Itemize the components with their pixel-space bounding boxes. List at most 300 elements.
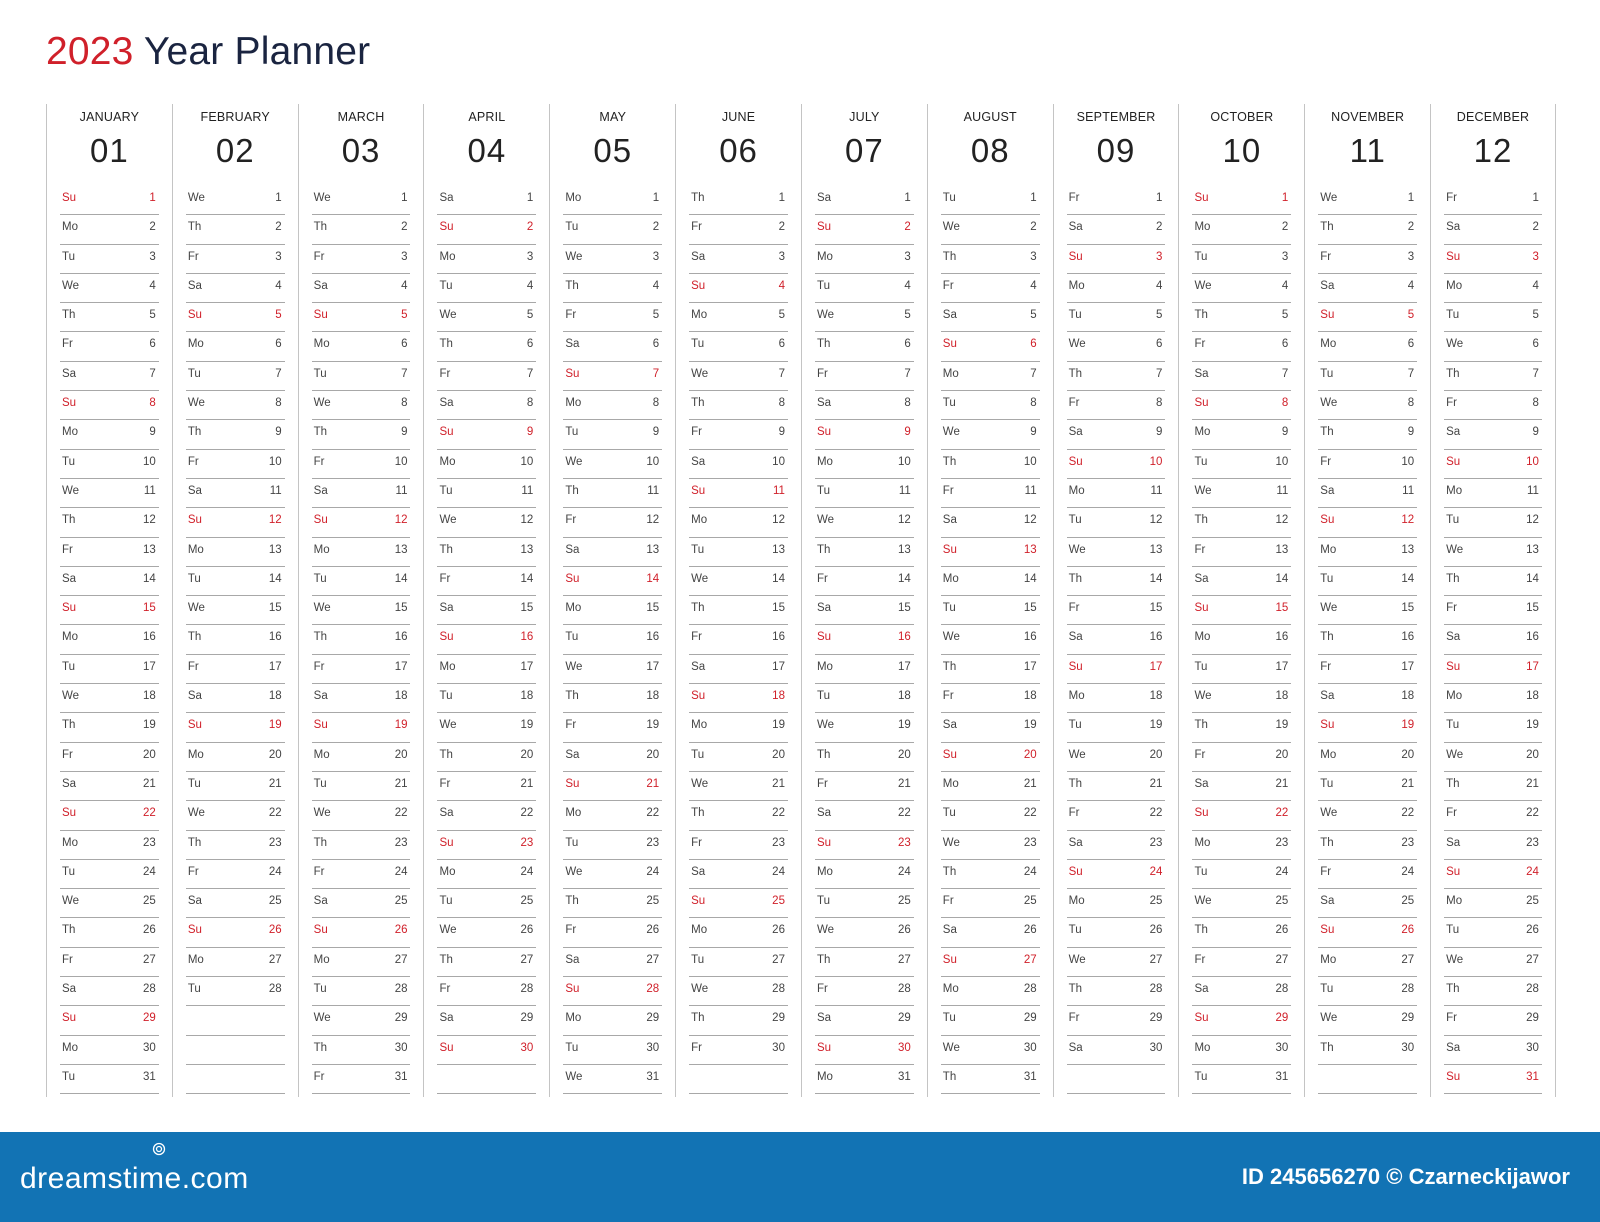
weekday-label: We: [1068, 543, 1086, 556]
day-row: [312, 801, 411, 830]
day-row: [689, 479, 788, 508]
weekday-label: Su: [439, 631, 454, 644]
weekday-label: Fr: [1068, 397, 1080, 410]
title-year: 2023: [46, 30, 134, 73]
day-row: [689, 684, 788, 713]
weekday-label: Mo: [187, 543, 204, 556]
day-row: [60, 215, 159, 244]
day-number: 25: [898, 895, 911, 908]
weekday-label: Su: [691, 690, 706, 703]
weekday-label: Th: [62, 309, 76, 322]
weekday-label: Sa: [1320, 895, 1335, 908]
weekday-label: Tu: [565, 836, 579, 849]
day-number: 12: [143, 514, 156, 527]
day-number: 29: [1023, 1012, 1037, 1025]
day-number: 26: [143, 924, 156, 937]
day-number: 15: [1401, 602, 1415, 615]
weekday-label: Su: [1320, 924, 1335, 937]
day-row: [563, 772, 662, 801]
day-row: [186, 684, 285, 713]
weekday-label: Mo: [816, 1070, 833, 1083]
day-row: [1318, 479, 1417, 508]
day-row: [1444, 567, 1542, 596]
day-number: 14: [143, 572, 156, 585]
day-number: 7: [149, 367, 156, 380]
weekday-label: Fr: [62, 338, 73, 351]
day-row: [689, 801, 788, 830]
weekday-label: Sa: [439, 397, 454, 410]
weekday-label: Fr: [816, 572, 828, 585]
day-row: [1192, 801, 1291, 830]
day-number: 25: [772, 895, 785, 908]
day-row: [941, 538, 1040, 567]
day-row: [689, 245, 788, 274]
weekday-label: We: [1068, 748, 1086, 761]
day-number: 21: [143, 777, 156, 790]
day-number: 1: [526, 192, 534, 204]
day-number: 19: [1401, 719, 1415, 732]
month-number: 01: [90, 132, 129, 169]
day-row: [563, 831, 662, 860]
day-number: 6: [1407, 338, 1415, 351]
weekday-label: Su: [942, 338, 957, 351]
weekday-label: Sa: [1194, 572, 1209, 585]
day-row: [1318, 625, 1417, 654]
day-number: 27: [1401, 953, 1415, 966]
weekday-label: Su: [62, 192, 77, 204]
day-number: 10: [143, 455, 156, 468]
day-row: [1318, 245, 1417, 274]
day-row: [1318, 538, 1417, 567]
day-number: 9: [1532, 426, 1539, 439]
day-number: 6: [1030, 338, 1037, 351]
day-row: [60, 948, 159, 977]
day-row: [60, 596, 159, 625]
day-number: 20: [772, 748, 785, 761]
day-number: 8: [149, 397, 156, 410]
day-list: [1444, 186, 1542, 1094]
day-number: 31: [143, 1070, 156, 1083]
day-row: [1192, 1065, 1291, 1094]
day-number: 12: [772, 514, 785, 527]
day-number: 14: [646, 572, 660, 585]
weekday-label: Su: [62, 397, 77, 410]
day-row: [689, 713, 788, 742]
weekday-label: Fr: [1446, 807, 1457, 820]
day-number: 4: [1156, 279, 1163, 292]
day-number: 26: [268, 924, 282, 937]
day-row: [1192, 772, 1291, 801]
weekday-label: Su: [439, 1041, 454, 1054]
weekday-label: Sa: [942, 514, 957, 527]
day-row: [815, 889, 914, 918]
day-row: [815, 596, 914, 625]
weekday-label: Mo: [942, 777, 959, 790]
day-number: 3: [401, 250, 408, 263]
day-row: [1318, 215, 1417, 244]
empty-day-row: [437, 1065, 536, 1094]
day-row: [689, 450, 788, 479]
weekday-label: Tu: [816, 279, 830, 292]
day-number: 18: [1023, 690, 1037, 703]
weekday-label: Mo: [1320, 953, 1337, 966]
day-number: 19: [1149, 719, 1163, 732]
day-number: 4: [526, 279, 534, 292]
day-number: 5: [401, 309, 408, 322]
weekday-label: Sa: [1068, 836, 1083, 849]
weekday-label: We: [1320, 397, 1338, 410]
month-name: NOVEMBER: [1331, 110, 1405, 124]
weekday-label: Fr: [313, 250, 325, 263]
day-row: [1067, 918, 1166, 947]
weekday-label: Mo: [942, 983, 959, 996]
weekday-label: Mo: [816, 865, 833, 878]
day-row: [186, 420, 285, 449]
brand-name: dreamstime.com: [20, 1162, 249, 1195]
day-number: 19: [268, 719, 282, 732]
day-row: [437, 713, 536, 742]
weekday-label: Th: [1320, 836, 1334, 849]
day-row: [815, 1065, 914, 1094]
day-row: [437, 391, 536, 420]
weekday-label: Su: [439, 221, 454, 234]
day-number: 7: [1281, 367, 1289, 380]
day-row: [941, 918, 1040, 947]
day-number: 27: [772, 953, 785, 966]
day-row: [1444, 743, 1542, 772]
weekday-label: Su: [1068, 250, 1083, 263]
day-number: 12: [1401, 514, 1415, 527]
empty-day-row: [186, 1065, 285, 1094]
day-row: [815, 450, 914, 479]
weekday-label: Th: [942, 250, 957, 263]
day-row: [815, 918, 914, 947]
day-number: 18: [1526, 690, 1539, 703]
day-number: 9: [778, 426, 785, 439]
day-row: [1067, 567, 1166, 596]
weekday-label: Sa: [1320, 484, 1335, 497]
day-row: [60, 684, 159, 713]
weekday-label: Sa: [1446, 221, 1461, 234]
day-row: [1192, 1006, 1291, 1035]
day-list: [312, 186, 411, 1094]
day-number: 23: [1275, 836, 1289, 849]
month-name: MAY: [599, 110, 627, 124]
weekday-label: Mo: [942, 572, 959, 585]
weekday-label: We: [187, 602, 205, 615]
day-row: [1192, 479, 1291, 508]
day-number: 25: [394, 895, 408, 908]
day-number: 17: [1526, 660, 1539, 673]
weekday-label: Mo: [691, 719, 708, 732]
weekday-label: Th: [691, 192, 705, 204]
day-number: 29: [394, 1012, 408, 1025]
day-row: [312, 713, 411, 742]
weekday-label: Tu: [1446, 924, 1460, 937]
weekday-label: Fr: [942, 484, 954, 497]
day-number: 5: [1407, 309, 1415, 322]
weekday-label: Sa: [313, 895, 328, 908]
month-name: SEPTEMBER: [1076, 110, 1156, 124]
month-number: 05: [593, 132, 633, 169]
day-number: 13: [268, 543, 282, 556]
weekday-label: Th: [1320, 1041, 1334, 1054]
day-row: [1192, 860, 1291, 889]
day-number: 26: [1401, 924, 1415, 937]
day-number: 12: [268, 514, 282, 527]
day-row: [437, 450, 536, 479]
day-number: 17: [1401, 660, 1415, 673]
weekday-label: Th: [1320, 631, 1334, 644]
day-number: 29: [772, 1012, 785, 1025]
day-number: 22: [772, 807, 785, 820]
weekday-label: Tu: [187, 572, 201, 585]
day-number: 26: [772, 924, 785, 937]
day-number: 26: [394, 924, 408, 937]
day-number: 13: [1149, 543, 1163, 556]
day-row: [815, 538, 914, 567]
weekday-label: Mo: [1194, 1041, 1211, 1054]
day-row: [815, 860, 914, 889]
day-row: [563, 567, 662, 596]
day-number: 19: [772, 719, 785, 732]
weekday-label: We: [1194, 690, 1212, 703]
day-number: 18: [143, 690, 156, 703]
weekday-label: Sa: [62, 777, 77, 790]
day-row: [1067, 420, 1166, 449]
weekday-label: Tu: [62, 1070, 75, 1083]
day-row: [1192, 596, 1291, 625]
day-number: 13: [394, 543, 408, 556]
weekday-label: Sa: [62, 983, 77, 996]
weekday-label: Th: [1320, 221, 1334, 234]
day-number: 2: [526, 221, 534, 234]
weekday-label: Su: [565, 983, 580, 996]
day-row: [60, 801, 159, 830]
weekday-label: We: [313, 1012, 331, 1025]
day-row: [689, 567, 788, 596]
weekday-label: Sa: [1194, 367, 1209, 380]
day-number: 2: [1281, 221, 1289, 234]
day-number: 24: [646, 865, 660, 878]
day-row: [437, 567, 536, 596]
weekday-label: Tu: [691, 543, 705, 556]
day-row: [563, 1006, 662, 1035]
day-row: [312, 420, 411, 449]
day-row: [1318, 303, 1417, 332]
day-list: [689, 186, 788, 1094]
weekday-label: Fr: [942, 895, 954, 908]
day-number: 3: [1156, 250, 1163, 263]
weekday-label: Mo: [62, 221, 78, 234]
day-number: 28: [1526, 983, 1539, 996]
day-number: 13: [646, 543, 660, 556]
day-row: [1192, 420, 1291, 449]
day-row: [186, 508, 285, 537]
day-number: 2: [1030, 221, 1037, 234]
day-row: [1192, 889, 1291, 918]
weekday-label: Mo: [62, 1041, 78, 1054]
day-number: 30: [520, 1041, 534, 1054]
weekday-label: Mo: [1068, 690, 1085, 703]
day-number: 3: [1532, 250, 1539, 263]
day-row: [689, 596, 788, 625]
weekday-label: Mo: [1446, 690, 1463, 703]
day-row: [1067, 625, 1166, 654]
day-number: 16: [1275, 631, 1289, 644]
weekday-label: Th: [187, 426, 202, 439]
day-number: 21: [394, 777, 408, 790]
weekday-label: Su: [816, 221, 832, 234]
day-number: 18: [1275, 690, 1289, 703]
day-number: 13: [143, 543, 156, 556]
day-row: [815, 772, 914, 801]
day-row: [437, 186, 536, 215]
weekday-label: Sa: [1446, 1041, 1461, 1054]
day-row: [437, 215, 536, 244]
day-row: [60, 743, 159, 772]
day-row: [815, 713, 914, 742]
day-number: 27: [1149, 953, 1163, 966]
weekday-label: We: [1446, 543, 1464, 556]
day-row: [186, 889, 285, 918]
month-name: JANUARY: [79, 110, 140, 124]
day-number: 20: [520, 748, 534, 761]
weekday-label: Su: [187, 719, 202, 732]
day-number: 13: [1526, 543, 1539, 556]
day-number: 20: [394, 748, 408, 761]
weekday-label: We: [565, 455, 583, 468]
day-number: 16: [268, 631, 282, 644]
day-number: 8: [1156, 397, 1163, 410]
weekday-label: Su: [942, 953, 957, 966]
day-row: [312, 245, 411, 274]
day-number: 16: [520, 631, 534, 644]
day-number: 31: [1023, 1070, 1037, 1083]
day-number: 3: [149, 250, 156, 263]
day-number: 8: [652, 397, 660, 410]
weekday-label: We: [816, 719, 835, 732]
day-number: 13: [772, 543, 785, 556]
month-name: FEBRUARY: [200, 110, 270, 124]
day-number: 27: [520, 953, 534, 966]
day-number: 23: [268, 836, 282, 849]
day-number: 25: [1023, 895, 1037, 908]
weekday-label: Th: [439, 953, 453, 966]
day-number: 5: [1030, 309, 1037, 322]
day-number: 17: [772, 660, 785, 673]
day-number: 7: [1156, 367, 1163, 380]
weekday-label: Tu: [1194, 660, 1208, 673]
day-number: 26: [898, 924, 911, 937]
day-number: 29: [1275, 1012, 1289, 1025]
day-row: [186, 743, 285, 772]
weekday-label: Mo: [62, 426, 78, 439]
day-row: [815, 420, 914, 449]
day-number: 22: [143, 807, 156, 820]
day-number: 16: [1023, 631, 1037, 644]
weekday-label: Su: [816, 1041, 832, 1054]
day-row: [1444, 1036, 1542, 1065]
day-number: 7: [275, 367, 282, 380]
day-row: [437, 420, 536, 449]
day-number: 28: [394, 983, 408, 996]
day-number: 9: [526, 426, 534, 439]
day-number: 15: [143, 602, 156, 615]
month-number: 12: [1473, 132, 1513, 169]
day-row: [1067, 831, 1166, 860]
day-number: 4: [149, 279, 156, 292]
day-row: [1067, 391, 1166, 420]
weekday-label: Sa: [816, 397, 832, 410]
day-number: 25: [1526, 895, 1539, 908]
day-number: 25: [646, 895, 660, 908]
day-number: 14: [772, 572, 785, 585]
weekday-label: We: [187, 192, 205, 204]
day-row: [1318, 860, 1417, 889]
weekday-label: We: [439, 309, 457, 322]
day-number: 15: [268, 602, 282, 615]
day-number: 10: [1275, 455, 1289, 468]
day-number: 9: [1156, 426, 1163, 439]
weekday-label: Th: [187, 836, 202, 849]
day-number: 31: [394, 1070, 408, 1083]
day-number: 11: [773, 484, 785, 497]
day-row: [1318, 831, 1417, 860]
day-number: 6: [1532, 338, 1539, 351]
weekday-label: Tu: [1320, 367, 1334, 380]
day-row: [941, 831, 1040, 860]
image-credit: ID 245656270 © Czarneckijawor: [1241, 1164, 1570, 1189]
day-row: [60, 655, 159, 684]
month-column: [1430, 104, 1556, 1097]
weekday-label: We: [1194, 279, 1212, 292]
day-number: 1: [1407, 192, 1415, 204]
day-number: 6: [149, 338, 156, 351]
weekday-label: Th: [1194, 924, 1208, 937]
day-number: 29: [646, 1012, 660, 1025]
day-row: [60, 772, 159, 801]
weekday-label: Mo: [313, 748, 330, 761]
day-number: 30: [898, 1041, 911, 1054]
day-row: [563, 977, 662, 1006]
day-number: 17: [1023, 660, 1037, 673]
day-list: [1192, 186, 1291, 1094]
spiral-logo-icon: [152, 1142, 166, 1156]
day-number: 18: [394, 690, 408, 703]
day-row: [689, 655, 788, 684]
day-number: 11: [395, 484, 408, 497]
day-row: [186, 977, 285, 1006]
weekday-label: Tu: [62, 660, 75, 673]
weekday-label: Fr: [1446, 602, 1457, 615]
weekday-label: Mo: [1320, 543, 1337, 556]
day-number: 15: [1275, 602, 1289, 615]
weekday-label: Th: [816, 338, 831, 351]
day-number: 23: [1526, 836, 1539, 849]
weekday-label: Mo: [1068, 279, 1085, 292]
weekday-label: Fr: [439, 777, 451, 790]
day-number: 17: [394, 660, 408, 673]
weekday-label: Th: [439, 543, 453, 556]
weekday-label: Tu: [942, 602, 956, 615]
weekday-label: Mo: [439, 455, 456, 468]
weekday-label: Mo: [816, 455, 833, 468]
day-number: 5: [778, 309, 785, 322]
weekday-label: Su: [439, 836, 454, 849]
weekday-label: Su: [1194, 397, 1209, 410]
day-number: 28: [268, 983, 282, 996]
